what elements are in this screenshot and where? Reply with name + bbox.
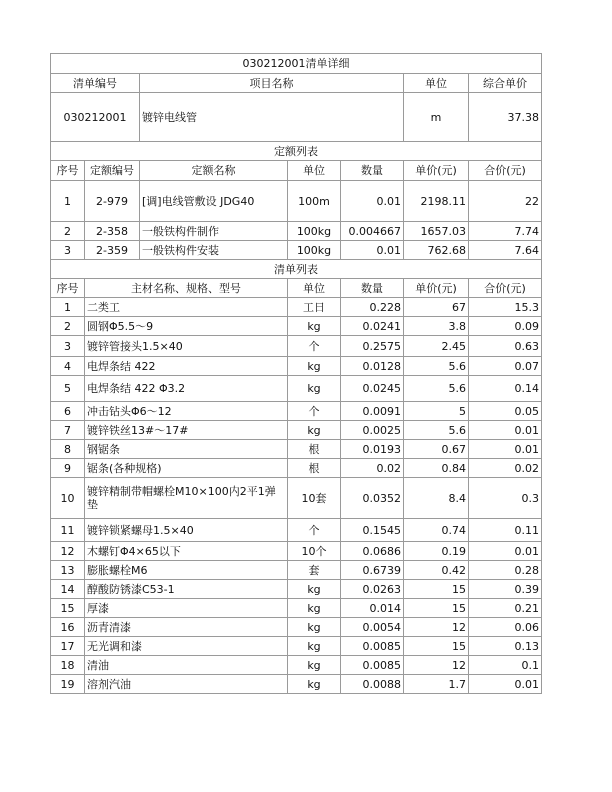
quota-col-no: 序号 [51,161,85,181]
header-values-row [51,93,542,142]
material-unit: kg [288,675,341,694]
material-name: 清油 [85,656,288,675]
materials-col-name: 主材名称、规格、型号 [85,279,288,298]
material-price: 2.45 [404,336,469,357]
quota-code: 2-979 [85,181,140,222]
material-total: 0.1 [469,656,542,675]
quota-name: [调]电线管敷设 JDG40 [140,181,288,222]
material-qty: 0.0088 [341,675,404,694]
material-no: 4 [51,357,85,376]
col-price-label: 综合单价 [469,74,542,93]
material-total: 0.63 [469,336,542,357]
quota-unit: 100kg [288,222,341,241]
quota-col-price: 单价(元) [404,161,469,181]
material-no: 2 [51,317,85,336]
material-price: 5 [404,402,469,421]
quota-section-row [51,142,542,161]
material-row [51,675,542,694]
material-name: 镀锌精制带帽螺栓M10×100内2平1弹垫 [85,478,288,519]
material-total: 0.39 [469,580,542,599]
material-row [51,637,542,656]
quota-col-total: 合价(元) [469,161,542,181]
material-no: 19 [51,675,85,694]
material-name: 电焊条结 422 Φ3.2 [85,376,288,402]
material-price: 0.42 [404,561,469,580]
quota-total: 22 [469,181,542,222]
material-row [51,421,542,440]
material-row [51,519,542,542]
material-name: 镀锌锁紧螺母1.5×40 [85,519,288,542]
material-unit: kg [288,376,341,402]
material-unit: kg [288,357,341,376]
material-unit: 根 [288,459,341,478]
quota-row [51,241,542,260]
bill-detail-table [50,53,542,694]
material-total: 0.3 [469,478,542,519]
materials-section-title: 清单列表 [51,260,542,279]
quota-code: 2-358 [85,222,140,241]
material-total: 0.28 [469,561,542,580]
quota-col-code: 定额编号 [85,161,140,181]
material-price: 0.74 [404,519,469,542]
material-total: 0.06 [469,618,542,637]
material-unit: kg [288,421,341,440]
material-qty: 0.0085 [341,637,404,656]
col-code-label: 清单编号 [51,74,140,93]
materials-col-qty: 数量 [341,279,404,298]
material-price: 12 [404,656,469,675]
quota-qty: 0.004667 [341,222,404,241]
material-unit: kg [288,637,341,656]
material-row [51,618,542,637]
materials-columns-row [51,279,542,298]
quota-qty: 0.01 [341,181,404,222]
quota-unit: 100kg [288,241,341,260]
material-name: 锯条(各种规格) [85,459,288,478]
material-name: 镀锌铁丝13#～17# [85,421,288,440]
material-price: 1.7 [404,675,469,694]
material-row [51,402,542,421]
material-qty: 0.0128 [341,357,404,376]
material-name: 沥青清漆 [85,618,288,637]
material-qty: 0.1545 [341,519,404,542]
material-name: 醇酸防锈漆C53-1 [85,580,288,599]
material-qty: 0.2575 [341,336,404,357]
material-price: 5.6 [404,357,469,376]
material-name: 电焊条结 422 [85,357,288,376]
material-name: 厚漆 [85,599,288,618]
material-no: 12 [51,542,85,561]
quota-price: 762.68 [404,241,469,260]
material-qty: 0.02 [341,459,404,478]
quota-qty: 0.01 [341,241,404,260]
material-name: 钢锯条 [85,440,288,459]
material-no: 16 [51,618,85,637]
material-price: 15 [404,580,469,599]
material-total: 0.01 [469,421,542,440]
quota-code: 2-359 [85,241,140,260]
material-no: 7 [51,421,85,440]
material-unit: 工日 [288,298,341,317]
quota-col-name: 定额名称 [140,161,288,181]
material-total: 15.3 [469,298,542,317]
material-row [51,376,542,402]
material-unit: kg [288,580,341,599]
material-name: 溶剂汽油 [85,675,288,694]
material-no: 15 [51,599,85,618]
bill-code: 030212001 [51,93,140,142]
table-title: 030212001清单详细 [51,54,542,74]
material-unit: 个 [288,519,341,542]
material-total: 0.01 [469,675,542,694]
quota-no: 3 [51,241,85,260]
material-unit: 个 [288,336,341,357]
material-qty: 0.6739 [341,561,404,580]
material-row [51,599,542,618]
material-qty: 0.0245 [341,376,404,402]
material-name: 木螺钉Φ4×65以下 [85,542,288,561]
material-qty: 0.228 [341,298,404,317]
material-no: 13 [51,561,85,580]
material-qty: 0.014 [341,599,404,618]
material-qty: 0.0025 [341,421,404,440]
material-qty: 0.0263 [341,580,404,599]
col-unit-label: 单位 [404,74,469,93]
material-qty: 0.0091 [341,402,404,421]
material-unit: kg [288,599,341,618]
material-total: 0.09 [469,317,542,336]
material-row [51,656,542,675]
title-row [51,54,542,74]
material-row [51,336,542,357]
material-total: 0.01 [469,440,542,459]
material-price: 15 [404,599,469,618]
material-qty: 0.0085 [341,656,404,675]
quota-col-unit: 单位 [288,161,341,181]
material-no: 10 [51,478,85,519]
material-name: 膨胀螺栓M6 [85,561,288,580]
quota-col-qty: 数量 [341,161,404,181]
material-price: 3.8 [404,317,469,336]
materials-col-no: 序号 [51,279,85,298]
quota-row [51,181,542,222]
quota-price: 1657.03 [404,222,469,241]
materials-col-price: 单价(元) [404,279,469,298]
material-qty: 0.0193 [341,440,404,459]
bill-name: 镀锌电线管 [140,93,404,142]
material-total: 0.07 [469,357,542,376]
material-price: 5.6 [404,421,469,440]
material-no: 9 [51,459,85,478]
material-qty: 0.0241 [341,317,404,336]
material-total: 0.14 [469,376,542,402]
material-row [51,561,542,580]
quota-section-title: 定额列表 [51,142,542,161]
material-price: 12 [404,618,469,637]
material-total: 0.01 [469,542,542,561]
material-unit: 10套 [288,478,341,519]
material-unit: 根 [288,440,341,459]
quota-no: 2 [51,222,85,241]
materials-col-unit: 单位 [288,279,341,298]
col-name-label: 项目名称 [140,74,404,93]
material-price: 0.67 [404,440,469,459]
material-row [51,298,542,317]
quota-columns-row [51,161,542,181]
material-unit: 套 [288,561,341,580]
quota-price: 2198.11 [404,181,469,222]
material-no: 14 [51,580,85,599]
material-unit: kg [288,317,341,336]
material-price: 15 [404,637,469,656]
material-price: 0.19 [404,542,469,561]
material-row [51,440,542,459]
material-unit: 10个 [288,542,341,561]
quota-name: 一般铁构件制作 [140,222,288,241]
bill-price: 37.38 [469,93,542,142]
material-row [51,580,542,599]
material-no: 3 [51,336,85,357]
material-no: 1 [51,298,85,317]
material-no: 6 [51,402,85,421]
material-name: 无光调和漆 [85,637,288,656]
material-name: 圆钢Φ5.5～9 [85,317,288,336]
material-total: 0.21 [469,599,542,618]
quota-row [51,222,542,241]
quota-unit: 100m [288,181,341,222]
material-row [51,542,542,561]
material-no: 18 [51,656,85,675]
quota-no: 1 [51,181,85,222]
material-unit: kg [288,656,341,675]
materials-col-total: 合价(元) [469,279,542,298]
material-row [51,357,542,376]
material-unit: 个 [288,402,341,421]
quota-total: 7.64 [469,241,542,260]
material-unit: kg [288,618,341,637]
material-name: 冲击钻头Φ6～12 [85,402,288,421]
material-price: 5.6 [404,376,469,402]
material-row [51,459,542,478]
bill-unit: m [404,93,469,142]
material-no: 11 [51,519,85,542]
material-name: 二类工 [85,298,288,317]
material-total: 0.05 [469,402,542,421]
material-name: 镀锌管接头1.5×40 [85,336,288,357]
material-qty: 0.0054 [341,618,404,637]
material-no: 17 [51,637,85,656]
material-no: 8 [51,440,85,459]
material-price: 67 [404,298,469,317]
material-total: 0.13 [469,637,542,656]
quota-total: 7.74 [469,222,542,241]
material-total: 0.11 [469,519,542,542]
quota-name: 一般铁构件安装 [140,241,288,260]
material-no: 5 [51,376,85,402]
material-row [51,317,542,336]
material-row [51,478,542,519]
material-total: 0.02 [469,459,542,478]
material-qty: 0.0352 [341,478,404,519]
materials-section-row [51,260,542,279]
material-price: 8.4 [404,478,469,519]
material-qty: 0.0686 [341,542,404,561]
material-price: 0.84 [404,459,469,478]
header-labels-row [51,74,542,93]
